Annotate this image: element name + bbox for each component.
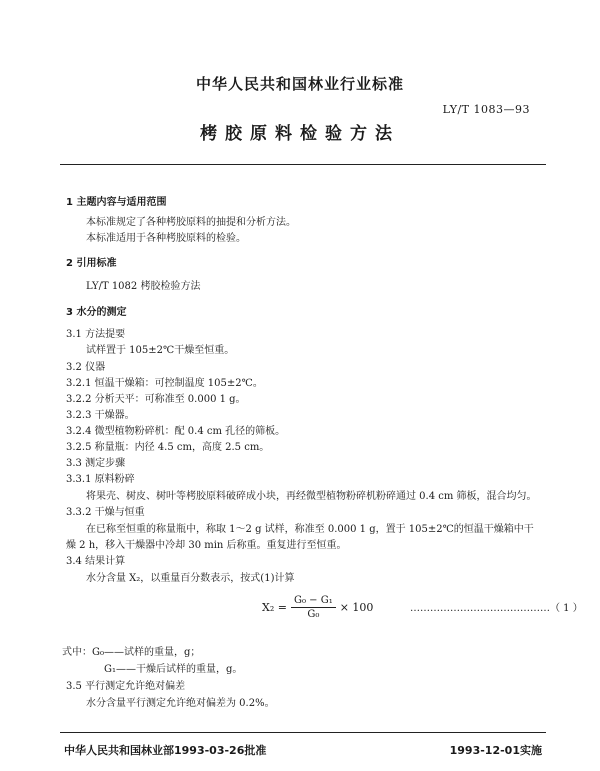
section-1-paragraph-2: 本标准适用于各种栲胶原料的检验。 [86, 233, 246, 244]
section-3-1-text: 试样置于 105±2℃干燥至恒重。 [86, 345, 235, 356]
where-line-2: G₁——干燥后试样的重量，g。 [104, 664, 243, 675]
section-3-3-2-text-line-1: 在已称至恒重的称量瓶中，称取 1～2 g 试样，称准至 0.000 1 g，置于 105±2℃的恒温干燥箱中干 [86, 524, 534, 535]
section-3-1-label: 3.1 方法提要 [66, 329, 126, 340]
formula-fraction [291, 595, 336, 620]
section-3-2-4: 3.2.4 微型植物粉碎机：配 0.4 cm 孔径的筛板。 [66, 426, 286, 437]
section-3-3-2-text-line-2: 燥 2 h，移入干燥器中冷却 30 min 后称重。重复进行至恒重。 [66, 540, 347, 551]
section-1-paragraph-1: 本标准规定了各种栲胶原料的抽提和分析方法。 [86, 217, 296, 228]
section-3-3-1-label: 3.3.1 原料粉碎 [66, 474, 135, 485]
approval-note: 中华人民共和国林业部1993-03-26批准 [64, 744, 267, 757]
section-2-heading: 2 引用标准 [66, 258, 117, 269]
standard-code: LY/T 1083—93 [442, 103, 530, 116]
formula-numerator: G₀ − G₁ [291, 595, 336, 608]
formula-rhs: × 100 [339, 601, 374, 614]
formula-denominator: G₀ [307, 609, 320, 620]
formula-1 [262, 595, 373, 620]
where-line-1: 式中：G₀——试样的重量，g； [62, 647, 201, 658]
section-3-4-text: 水分含量 X₂，以重量百分数表示，按式(1)计算 [86, 573, 295, 584]
document-title: 栲胶原料检验方法 [200, 124, 400, 144]
issuing-organization: 中华人民共和国林业行业标准 [195, 75, 404, 93]
section-1-heading: 1 主题内容与适用范围 [66, 197, 167, 208]
section-3-2-1: 3.2.1 恒温干燥箱：可控制温度 105±2℃。 [66, 378, 263, 389]
header-divider [60, 164, 546, 165]
section-2-reference: LY/T 1082 栲胶检验方法 [86, 281, 201, 292]
section-3-2-2: 3.2.2 分析天平：可称准至 0.000 1 g。 [66, 394, 246, 405]
section-3-2-5: 3.2.5 称量瓶：内径 4.5 cm，高度 2.5 cm。 [66, 442, 270, 453]
formula-number: ……………………………………（ 1 ） [410, 603, 583, 614]
section-3-heading: 3 水分的测定 [66, 307, 127, 318]
section-3-3-label: 3.3 测定步骤 [66, 458, 126, 469]
formula-lhs: X₂ = [262, 601, 287, 614]
section-3-3-2-label: 3.3.2 干燥与恒重 [66, 507, 145, 518]
section-3-3-1-text: 将果壳、树皮、树叶等栲胶原料破碎成小块，再经微型植物粉碎机粉碎通过 0.4 cm 筛板，混合均匀。 [86, 491, 537, 502]
section-3-5-label: 3.5 平行测定允许绝对偏差 [66, 681, 186, 692]
section-3-5-text: 水分含量平行测定允许绝对偏差为 0.2%。 [86, 698, 275, 709]
section-3-4-label: 3.4 结果计算 [66, 556, 126, 567]
section-3-2-label: 3.2 仪器 [66, 362, 106, 373]
footer-divider [60, 732, 546, 733]
implementation-date: 1993-12-01实施 [449, 744, 542, 757]
section-3-2-3: 3.2.3 干燥器。 [66, 410, 135, 421]
